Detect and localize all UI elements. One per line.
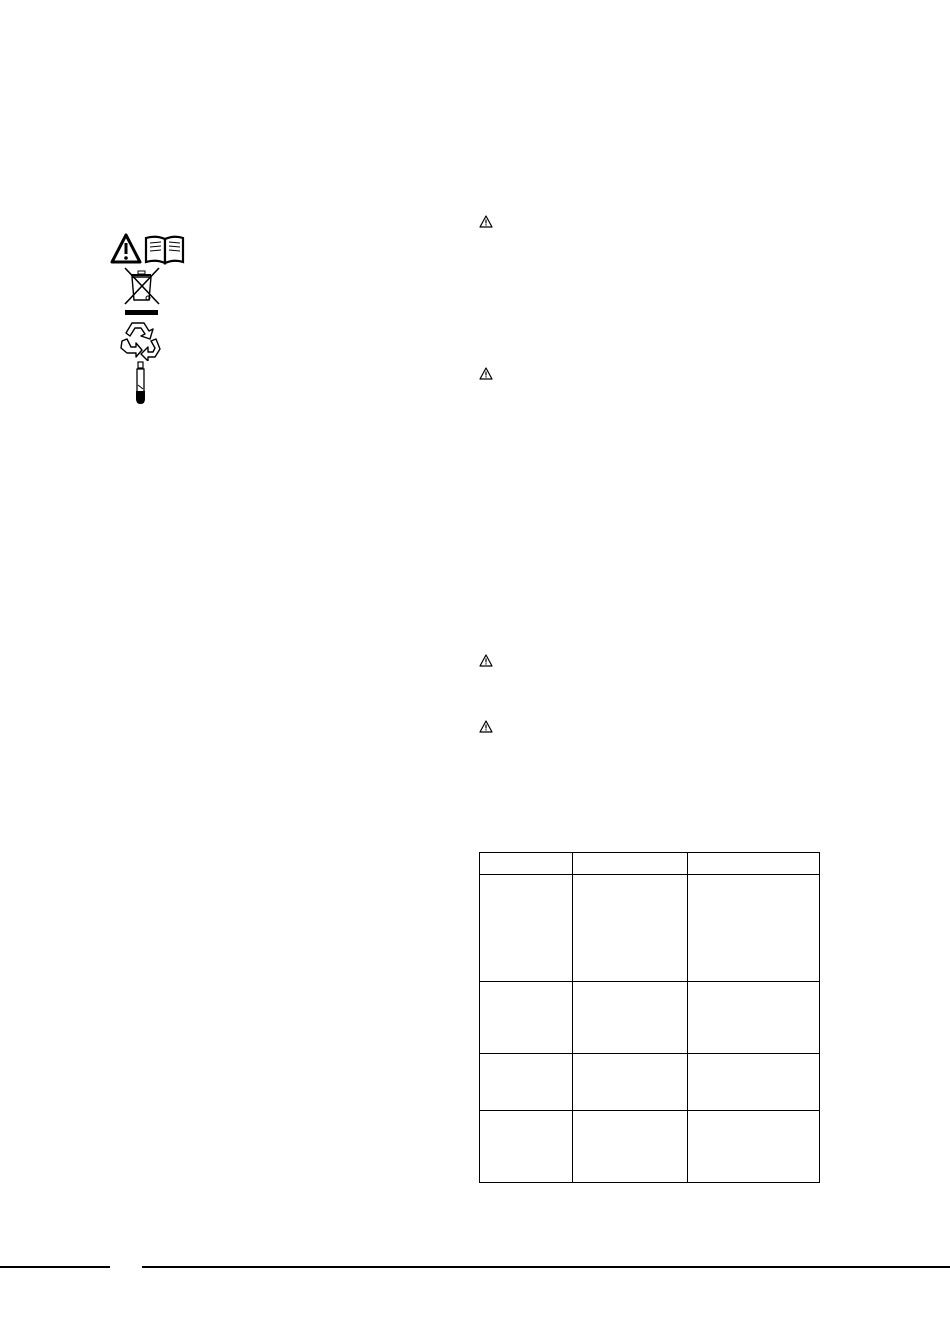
table-column-divider xyxy=(572,853,573,1182)
table-row-divider xyxy=(480,981,819,982)
table-column-divider xyxy=(687,853,688,1182)
table-row-divider xyxy=(480,1110,819,1111)
data-table xyxy=(479,852,820,1183)
warning-icon xyxy=(479,720,493,733)
fuse-icon xyxy=(134,361,148,405)
crossed-bin-icon xyxy=(122,266,162,316)
warning-icon xyxy=(479,367,493,380)
footer-rule-right xyxy=(142,1266,950,1268)
warning-icon xyxy=(479,215,493,228)
footer-rule-left xyxy=(0,1266,110,1268)
recycle-icon xyxy=(118,319,162,361)
warning-icon xyxy=(479,654,493,667)
warning-book-icon xyxy=(110,233,185,265)
table-row-divider xyxy=(480,1053,819,1054)
table-header-divider xyxy=(480,874,819,875)
